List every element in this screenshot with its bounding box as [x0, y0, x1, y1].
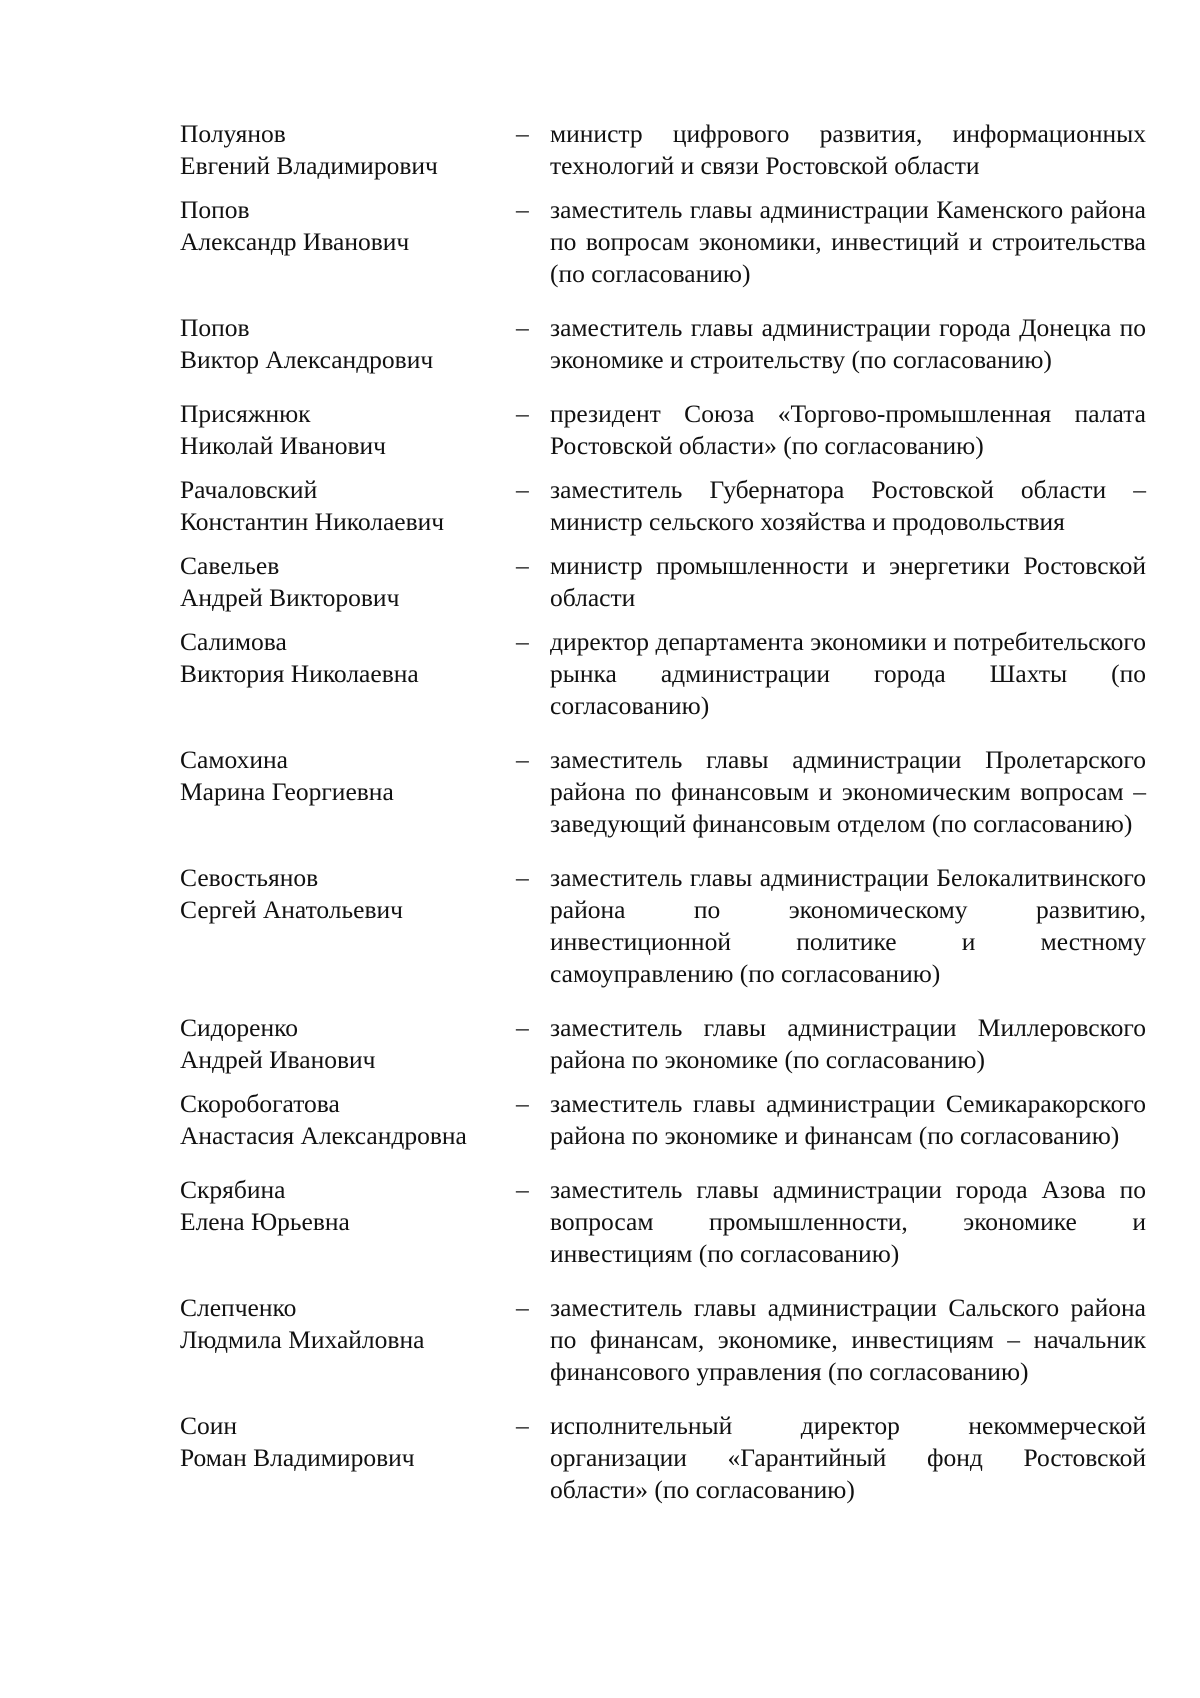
member-name — [180, 626, 510, 690]
separator-dash: – — [516, 1013, 529, 1042]
list-item — [180, 194, 1150, 290]
member-position: заместитель главы администрации Белокалитвинского района по экономическому развитию, инвестиционной политике и местному самоуправлению (по согласованию) — [550, 863, 1146, 988]
member-name — [180, 1174, 510, 1238]
member-position: директор департамента экономики и потребительского рынка администрации города Шахты (по согласованию) — [550, 627, 1146, 720]
member-surname: Соин — [180, 1411, 238, 1440]
list-item — [180, 398, 1150, 462]
member-given-names: Андрей Иванович — [180, 1045, 376, 1074]
member-given-names: Роман Владимирович — [180, 1443, 415, 1472]
member-given-names: Марина Георгиевна — [180, 777, 394, 806]
member-position: заместитель главы администрации города Азова по вопросам промышленности, экономике и инвестициям (по согласованию) — [550, 1175, 1146, 1268]
list-item — [180, 626, 1150, 722]
member-surname: Савельев — [180, 551, 280, 580]
member-surname: Севостьянов — [180, 863, 319, 892]
list-item — [180, 1292, 1150, 1388]
list-item — [180, 744, 1150, 840]
member-position: заместитель Губернатора Ростовской области – министр сельского хозяйства и продовольствия — [550, 475, 1146, 536]
separator-dash: – — [516, 627, 529, 656]
list-item — [180, 1088, 1150, 1152]
member-position: заместитель главы администрации Каменского района по вопросам экономики, инвестиций и строительства (по согласованию) — [550, 195, 1146, 288]
member-given-names: Александр Иванович — [180, 227, 410, 256]
member-name — [180, 1292, 510, 1356]
member-given-names: Елена Юрьевна — [180, 1207, 350, 1236]
separator-dash: – — [516, 119, 529, 148]
separator-dash: – — [516, 399, 529, 428]
member-position: заместитель главы администрации Сальского района по финансам, экономике, инвестициям – начальник финансового управления (по согласованию) — [550, 1293, 1146, 1386]
member-name — [180, 118, 510, 182]
separator-dash: – — [516, 551, 529, 580]
member-position: заместитель главы администрации Семикаракорского района по экономике и финансам (по согласованию) — [550, 1089, 1146, 1150]
member-given-names: Виктория Николаевна — [180, 659, 419, 688]
member-given-names: Евгений Владимирович — [180, 151, 438, 180]
member-surname: Попов — [180, 313, 250, 342]
member-given-names: Николай Иванович — [180, 431, 386, 460]
list-item — [180, 862, 1150, 990]
member-position: министр цифрового развития, информационных технологий и связи Ростовской области — [550, 119, 1146, 180]
list-item — [180, 1410, 1150, 1506]
separator-dash: – — [516, 1175, 529, 1204]
member-given-names: Андрей Викторович — [180, 583, 400, 612]
separator-dash: – — [516, 1293, 529, 1322]
list-item — [180, 550, 1150, 614]
member-position: президент Союза «Торгово-промышленная палата Ростовской области» (по согласованию) — [550, 399, 1146, 460]
member-surname: Присяжнюк — [180, 399, 311, 428]
member-surname: Скоробогатова — [180, 1089, 340, 1118]
list-item — [180, 312, 1150, 376]
member-given-names: Виктор Александрович — [180, 345, 434, 374]
separator-dash: – — [516, 745, 529, 774]
separator-dash: – — [516, 1411, 529, 1440]
member-surname: Самохина — [180, 745, 288, 774]
member-position: исполнительный директор некоммерческой организации «Гарантийный фонд Ростовской области» (по согласованию) — [550, 1411, 1146, 1504]
separator-dash: – — [516, 475, 529, 504]
member-name — [180, 550, 510, 614]
separator-dash: – — [516, 195, 529, 224]
list-item — [180, 118, 1150, 182]
member-surname: Скрябина — [180, 1175, 286, 1204]
separator-dash: – — [516, 863, 529, 892]
member-name — [180, 744, 510, 808]
member-surname: Салимова — [180, 627, 287, 656]
member-name — [180, 1088, 510, 1152]
member-surname: Слепченко — [180, 1293, 297, 1322]
member-name — [180, 398, 510, 462]
member-surname: Попов — [180, 195, 250, 224]
member-position: заместитель главы администрации города Донецка по экономике и строительству (по согласованию) — [550, 313, 1146, 374]
member-surname: Рачаловский — [180, 475, 318, 504]
member-surname: Полуянов — [180, 119, 286, 148]
member-name — [180, 194, 510, 258]
member-list — [180, 118, 1150, 1518]
member-position: заместитель главы администрации Миллеровского района по экономике (по согласованию) — [550, 1013, 1146, 1074]
member-name — [180, 474, 510, 538]
member-surname: Сидоренко — [180, 1013, 298, 1042]
member-position: министр промышленности и энергетики Ростовской области — [550, 551, 1146, 612]
member-given-names: Анастасия Александровна — [180, 1121, 467, 1150]
member-position: заместитель главы администрации Пролетарского района по финансовым и экономическим вопросам – заведующий финансовым отделом (по согласованию) — [550, 745, 1146, 838]
list-item — [180, 1012, 1150, 1076]
member-name — [180, 1012, 510, 1076]
list-item — [180, 474, 1150, 538]
list-item — [180, 1174, 1150, 1270]
separator-dash: – — [516, 313, 529, 342]
member-given-names: Константин Николаевич — [180, 507, 445, 536]
member-given-names: Сергей Анатольевич — [180, 895, 403, 924]
member-given-names: Людмила Михайловна — [180, 1325, 425, 1354]
member-name — [180, 862, 510, 926]
member-name — [180, 1410, 510, 1474]
separator-dash: – — [516, 1089, 529, 1118]
member-name — [180, 312, 510, 376]
